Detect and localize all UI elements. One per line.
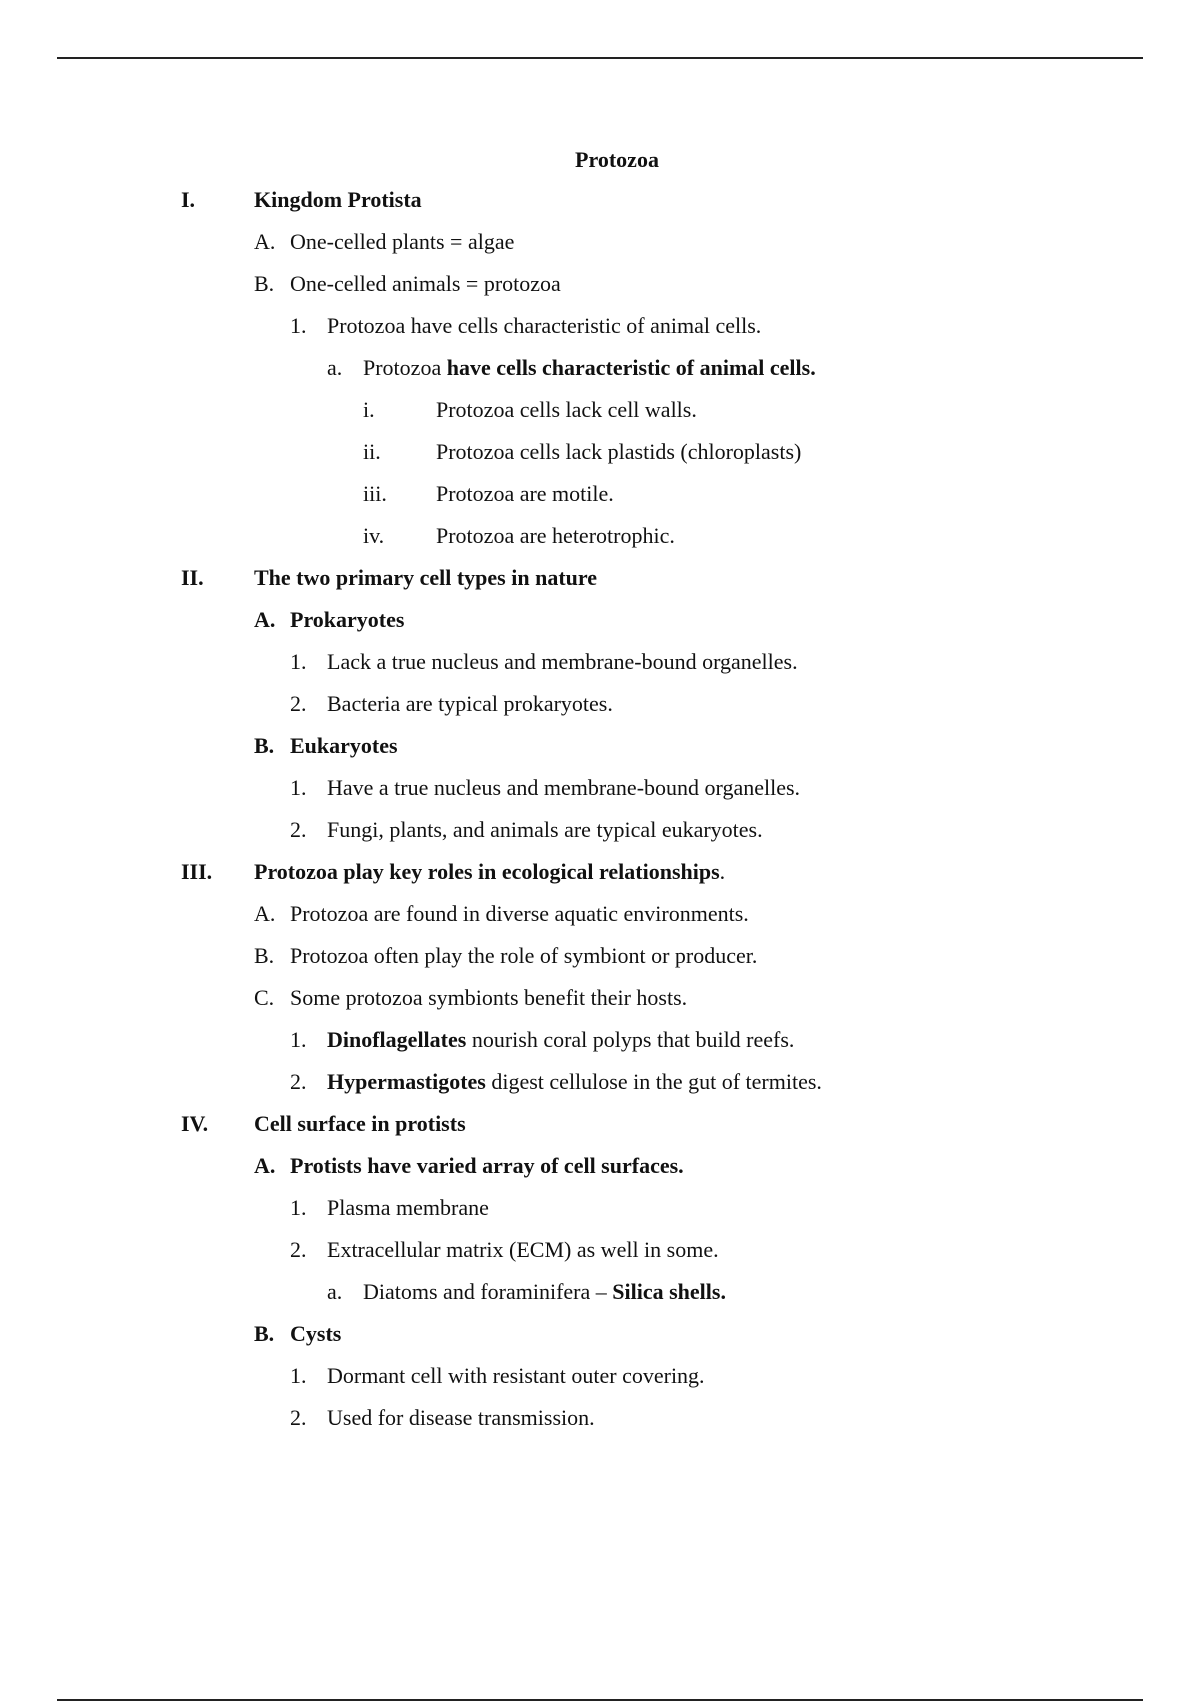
outline-marker: A. (254, 229, 276, 254)
outline-marker: i. (363, 397, 375, 422)
outline-text (363, 354, 816, 382)
section-title: Kingdom Protista (254, 187, 422, 212)
bold-text: Protozoa play key roles in ecological relationships (254, 859, 720, 884)
outline-marker: a. (327, 355, 343, 380)
outline-marker: I. (181, 187, 196, 212)
outline-text: Eukaryotes (290, 733, 398, 758)
section-title (254, 858, 725, 886)
outline-marker: 2. (290, 817, 307, 842)
outline-marker: 1. (290, 1363, 307, 1388)
bold-text: Hypermastigotes (327, 1069, 486, 1094)
outline-text (363, 1278, 726, 1306)
outline-text (327, 1068, 822, 1096)
bold-text: have cells characteristic of animal cells. (446, 355, 816, 380)
plain-text: . (719, 859, 726, 884)
outline-text: Have a true nucleus and membrane-bound organelles. (327, 775, 801, 800)
outline-marker: B. (254, 271, 275, 296)
outline-marker: II. (181, 565, 204, 590)
outline-marker: 1. (290, 1027, 307, 1052)
outline-text: Protozoa often play the role of symbiont or producer. (290, 943, 758, 968)
outline-text: Plasma membrane (327, 1195, 489, 1220)
outline-text: Cysts (290, 1321, 342, 1346)
outline-marker: ii. (363, 439, 381, 464)
outline-marker: 1. (290, 1195, 307, 1220)
bold-text: Dinoflagellates (327, 1027, 467, 1052)
outline-text: One-celled plants = algae (290, 229, 515, 254)
outline-text: Some protozoa symbionts benefit their hosts. (290, 985, 688, 1010)
outline-text: Protozoa cells lack cell walls. (436, 397, 697, 422)
plain-text: nourish coral polyps that build reefs. (466, 1027, 795, 1052)
outline-marker: iv. (363, 523, 385, 548)
outline-marker: iii. (363, 481, 387, 506)
outline-text: Protozoa are found in diverse aquatic environments. (290, 901, 749, 926)
bold-text: Silica shells. (612, 1279, 726, 1304)
outline-marker: A. (254, 901, 276, 926)
outline-marker: IV. (181, 1111, 209, 1136)
outline-text: Prokaryotes (290, 607, 405, 632)
section-title: Cell surface in protists (254, 1111, 466, 1136)
outline-marker: 2. (290, 1237, 307, 1262)
section-title: The two primary cell types in nature (254, 565, 598, 590)
outline-marker: A. (254, 1153, 276, 1178)
outline-text: Protozoa are heterotrophic. (436, 523, 675, 548)
outline-text: Bacteria are typical prokaryotes. (327, 691, 613, 716)
outline-text: Protozoa are motile. (436, 481, 614, 506)
outline-marker: B. (254, 1321, 275, 1346)
outline-marker: 1. (290, 649, 307, 674)
outline-marker: A. (254, 607, 276, 632)
outline-marker: 2. (290, 691, 307, 716)
outline-marker: B. (254, 943, 275, 968)
outline-text: Fungi, plants, and animals are typical eukaryotes. (327, 817, 763, 842)
top-rule (57, 57, 1143, 59)
page-title: Protozoa (575, 147, 659, 172)
outline-marker: C. (254, 985, 275, 1010)
outline-marker: 2. (290, 1405, 307, 1430)
outline-text (327, 1026, 794, 1054)
outline-marker: III. (181, 859, 213, 884)
plain-text: Protozoa (363, 355, 447, 380)
plain-text: Diatoms and foraminifera – (363, 1279, 613, 1304)
outline-text: One-celled animals = protozoa (290, 271, 561, 296)
outline-text: Extracellular matrix (ECM) as well in some. (327, 1237, 719, 1262)
outline-marker: B. (254, 733, 275, 758)
outline-text: Dormant cell with resistant outer covering. (327, 1363, 705, 1388)
outline-marker: 2. (290, 1069, 307, 1094)
outline-text: Protists have varied array of cell surfaces. (290, 1153, 684, 1178)
outline-text: Lack a true nucleus and membrane-bound organelles. (327, 649, 798, 674)
outline-marker: a. (327, 1279, 343, 1304)
plain-text: digest cellulose in the gut of termites. (485, 1069, 822, 1094)
outline-marker: 1. (290, 313, 307, 338)
outline-text: Protozoa cells lack plastids (chloroplasts) (436, 439, 802, 464)
outline-text: Used for disease transmission. (327, 1405, 595, 1430)
outline-marker: 1. (290, 775, 307, 800)
outline-text: Protozoa have cells characteristic of animal cells. (327, 313, 762, 338)
